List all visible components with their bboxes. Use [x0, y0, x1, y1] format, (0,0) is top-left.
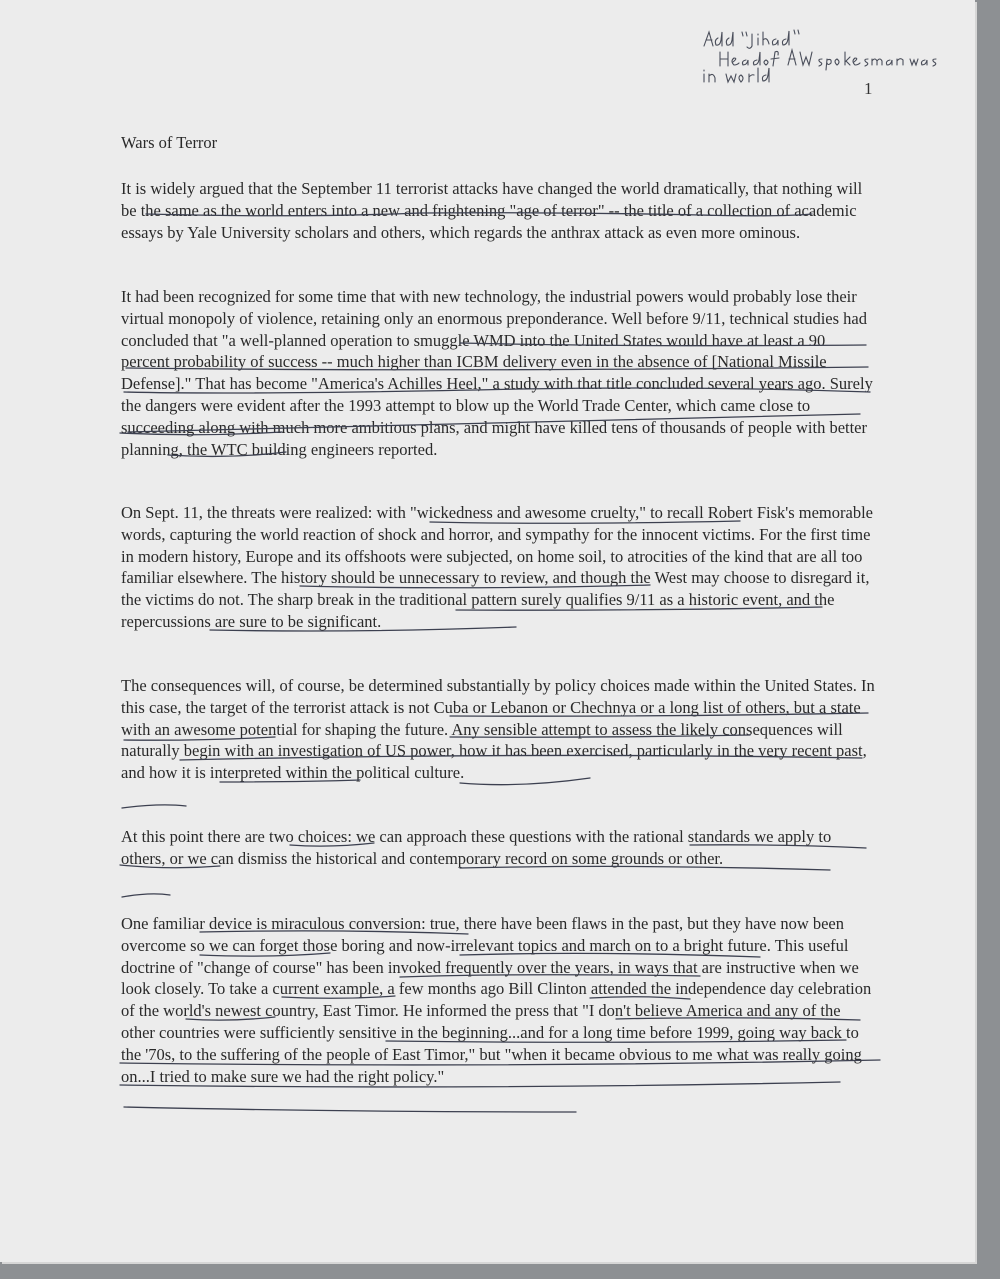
document-title: Wars of Terror: [121, 133, 218, 152]
page-number: 1: [864, 79, 873, 98]
paragraph-1: It is widely argued that the September 11 terrorist attacks have changed the world dramatically, that nothing will be the same as the world enters into a new and frightening "age of terror" -- the title of a collection of academic essays by Yale University scholars and others, which regards the anthrax attack as even more ominous.: [121, 179, 863, 242]
paragraph-2: It had been recognized for some time that with new technology, the industrial powers would probably lose their virtual monopoly of violence, retaining only an enormous preponderance. Well before 9/11, technical studies had concluded that "a well-planned operation to smuggle WMD into the United States would have at least a 90 percent probability of success -- much higher than ICBM delivery even in the absence of [National Missile Defense]." That has become "America's Achilles Heel," a study with that title concluded several years ago. Surely the dangers were evident after the 1993 attempt to blow up the World Trade Center, which came close to succeeding along with much more ambitious plans, and might have killed tens of thousands of people with better planning, the WTC building engineers reported.: [121, 287, 873, 459]
paragraph-6: One familiar device is miraculous conversion: true, there have been flaws in the past, but they have now been overcome so we can forget those boring and now-irrelevant topics and march on to a bright future. This useful doctrine of "change of course" has been invoked frequently over the years, in ways that are instructive when we look closely. To take a current example, a few months ago Bill Clinton attended the independence day celebration of the world's newest country, East Timor. He informed the press that "I don't believe America and any of the other countries were sufficiently sensitive in the beginning...and for a long time before 1999, going way back to the '70s, to the suffering of the people of East Timor," but "when it became obvious to me what was really going on...I tried to make sure we had the right policy.": [121, 914, 872, 1086]
handwritten-note: [700, 28, 940, 88]
underline-mark: [122, 805, 186, 808]
handwritten-note-drawing: [700, 28, 940, 88]
paragraph-4: The consequences will, of course, be determined substantially by policy choices made within the United States. In this case, the target of the terrorist attack is not Cuba or Lebanon or Chechnya or a long list of others, but a state with an awesome potential for shaping the future. Any sensible attempt to assess the likely consequences will naturally begin with an investigation of US power, how it has been exercised, particularly in the very recent past, and how it is interpreted within the political culture.: [121, 676, 875, 783]
underline-mark: [122, 894, 170, 897]
paragraph-5: At this point there are two choices: we can approach these questions with the rational standards we apply to others, or we can dismiss the historical and contemporary record on some grounds or other.: [121, 827, 832, 868]
paragraph-3: On Sept. 11, the threats were realized: with "wickedness and awesome cruelty," to recall Robert Fisk's memorable words, capturing the world reaction of shock and horror, and sympathy for the innocent victims. For the first time in modern history, Europe and its offshoots were subjected, on home soil, to atrocities of the kind that are all too familiar elsewhere. The history should be unnecessary to review, and though the West may choose to disregard it, the victims do not. The sharp break in the traditional pattern surely qualifies 9/11 as a historic event, and the repercussions are sure to be significant.: [121, 503, 873, 631]
underline-mark: [124, 1107, 576, 1112]
